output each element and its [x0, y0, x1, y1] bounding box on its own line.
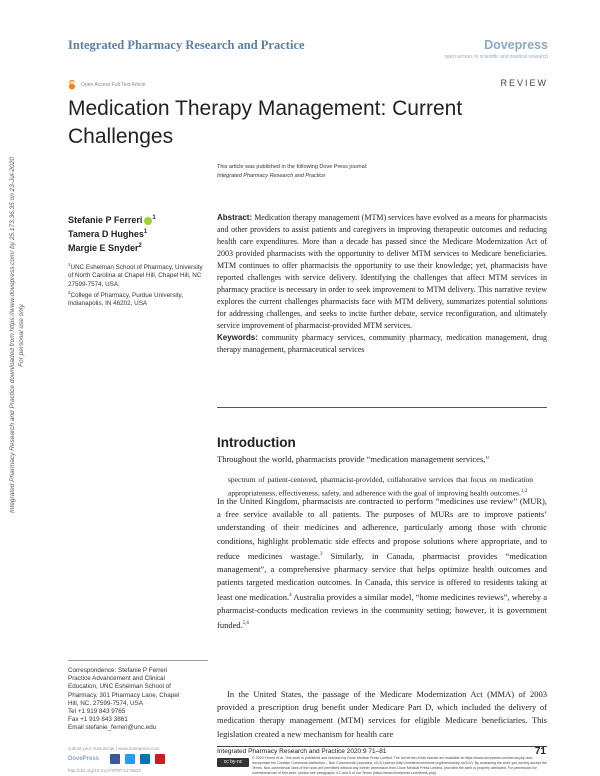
cc-license-badge[interactable]: cc by-nc	[217, 758, 249, 767]
journal-header-title: Integrated Pharmacy Research and Practice	[68, 38, 305, 52]
publisher-logo[interactable]: Dovepress	[484, 38, 548, 52]
intro-paragraph-2: In the United Kingdom, pharmacists are contracted to perform “medicines use review” (MUR), a free service available to all patients. The purposes of MURs are to improve patients’ understanding of their medicines and adherence, particularly among those with chronic conditions, highlight problematic side effects and propose solutions where appropriate, and to reduce medicines wastage.$^3$ Similarly, in Canada, pharmacist provides “medication management”, a comprehensive pharmacy service that helps optimize health outcomes and patients targeted medication outcomes. In Canada, this service is offered to residents taking at least one medication.$^4$ Australia provides a similar model, “home medicines reviews”, whereby a pharmacist-conducts medication reviews in the community setting; however, it is government funded.$^{5,6}$	[217, 496, 547, 631]
correspondence-email[interactable]: Email stefanie_ferreri@unc.edu	[68, 724, 157, 732]
publication-note	[217, 163, 497, 181]
submit-manuscript-link[interactable]: submit your manuscript | www.dovepress.com	[68, 746, 160, 751]
footer-publisher-logo[interactable]: DovePress	[68, 756, 100, 762]
citation-ref[interactable]: 5,6	[242, 621, 249, 627]
correspondence-line: Hill, NC, 27599-7574, USA	[68, 699, 143, 707]
article-type-label: REVIEW	[500, 78, 548, 88]
linkedin-icon[interactable]	[140, 754, 150, 764]
correspondence-line: Tel +1 919 843 9765	[68, 708, 126, 716]
abstract-text: Medication therapy management (MTM) services have evolved as a means for pharmacists and other providers to assist patients and caregivers in improving therapeutic outcomes and reducing health care expenditures. More than a decade has passed since the Medicare Modernization Act of 2003 provided pharmacists with the opportunity to deliver MTM services to Medicare beneficiaries. MTM continues to offer pharmacists the opportunity to use their knowledge; yet, pharmacists have reported challenges with service delivery. Identifying the challenges that affect MTM services in pharmacy practice is necessary in order to seek improvement to MTM delivery. This narrative review explores the current challenges pharmacists face with MTM delivery, summarizes potential solutions for addressing challenges, and seeks to incite further debate, service reconfiguration, and ultimately service improvement of pharmacist-provided MTM services.	[217, 213, 547, 330]
youtube-icon[interactable]	[155, 754, 165, 764]
correspondence-line: Education, UNC Eshelman School of	[68, 683, 171, 691]
open-access-label: Open Access Full Text Article	[81, 82, 146, 88]
author-name[interactable]: Stefanie P Ferreri $^1$	[68, 215, 156, 225]
page-number: 71	[534, 746, 546, 757]
section-heading-introduction: Introduction	[217, 435, 296, 450]
affiliations	[68, 261, 208, 308]
download-watermark	[8, 70, 26, 600]
abstract-divider	[217, 407, 547, 408]
watermark-line: Integrated Pharmacy Research and Practice downloaded from https://www.dovepress.com/ by 25.173.36.35 on 23-Jul-2020	[9, 157, 16, 513]
watermark-personal-use: For personal use only.	[18, 303, 25, 367]
citation-ref[interactable]: 4	[289, 593, 292, 599]
citation-ref[interactable]: 3	[319, 551, 323, 557]
correspondence-line: Fax +1 919 843 3861	[68, 716, 128, 724]
intro-paragraph-1: Throughout the world, pharmacists provide “medication management services,”	[217, 454, 490, 464]
publisher-tagline: open access to scientific and medical research	[444, 54, 548, 60]
open-access-icon	[68, 80, 76, 90]
license-text: © 2020 Ferreri et al. This work is published and licensed by Dove Medical Press Limited. The full terms of this license are available at https://www.dovepress.com/terms.php and incorporate the Creative Commons Attribution – Non Commercial (unported, v3.0) License (http://creativecommons.org/licenses/by-nc/3.0/). By accessing the work you hereby accept the Terms. Non-commercial uses of the work are permitted without any further permission from Dove Medical Press Limited, provided the work is properly attributed. For permission for commercial use of this work, please see paragraphs 4.2 and 5 of our Terms (https://www.dovepress.com/terms.php).	[252, 756, 547, 775]
correspondence-line: Correspondence: Stefanie P Ferreri	[68, 667, 168, 674]
facebook-icon[interactable]	[110, 754, 120, 764]
keywords-label: Keywords:	[217, 333, 258, 342]
twitter-icon[interactable]	[125, 754, 135, 764]
footer-citation: Integrated Pharmacy Research and Practice 2020:9 71–81	[217, 748, 387, 755]
correspondence-line: Pharmacy, 301 Pharmacy Lane, Chapel	[68, 691, 180, 699]
keywords-text: community pharmacy services, community pharmacy, medication management, drug therapy management, pharmaceutical services	[217, 333, 547, 354]
abstract-block	[217, 212, 547, 356]
social-links	[110, 754, 165, 764]
author-name[interactable]: Tamera D Hughes$^1$	[68, 229, 148, 239]
author-list	[68, 212, 156, 254]
correspondence-block	[68, 660, 208, 733]
article-title: Medication Therapy Management: Current Challenges	[68, 97, 463, 148]
author-name[interactable]: Margie E Snyder$^2$	[68, 243, 142, 253]
publication-note-journal: Integrated Pharmacy Research and Practice	[217, 173, 326, 179]
affiliation: $^2$College of Pharmacy, Purdue University, Indianapolis, IN 46202, USA	[68, 289, 183, 307]
publication-note-line: This article was published in the following Dove Press journal:	[217, 164, 368, 170]
open-access-row	[68, 80, 145, 90]
citation-ref[interactable]: 1,2	[520, 488, 528, 494]
intro-paragraph-3: In the United States, the passage of the Medicare Modernization Act (MMA) of 2003 provided a prescription drug benefit under Medicare Part D, which included the delivery of medication therapy management (MTM) services for eligible Medicare beneficiaries. This legislation created a new mechanism for health care	[217, 689, 547, 739]
abstract-label: Abstract:	[217, 213, 253, 222]
intro-blockquote: spectrum of patient-centered, pharmacist-provided, collaborative services that focus on medication appropriateness, effectiveness, safety, and adherence with the goal of improving health outcomes.$^{1,2}$	[228, 475, 533, 497]
footer-divider	[217, 746, 547, 747]
doi-link[interactable]: http://doi.org/10.2147/IPRP.S178633	[68, 768, 141, 773]
correspondence-line: Practice Advancement and Clinical	[68, 675, 165, 683]
affiliation: $^1$UNC Eshelman School of Pharmacy, University of North Carolina at Chapel Hill, Chapel Hill, NC 27599-7574, USA;	[68, 262, 203, 288]
